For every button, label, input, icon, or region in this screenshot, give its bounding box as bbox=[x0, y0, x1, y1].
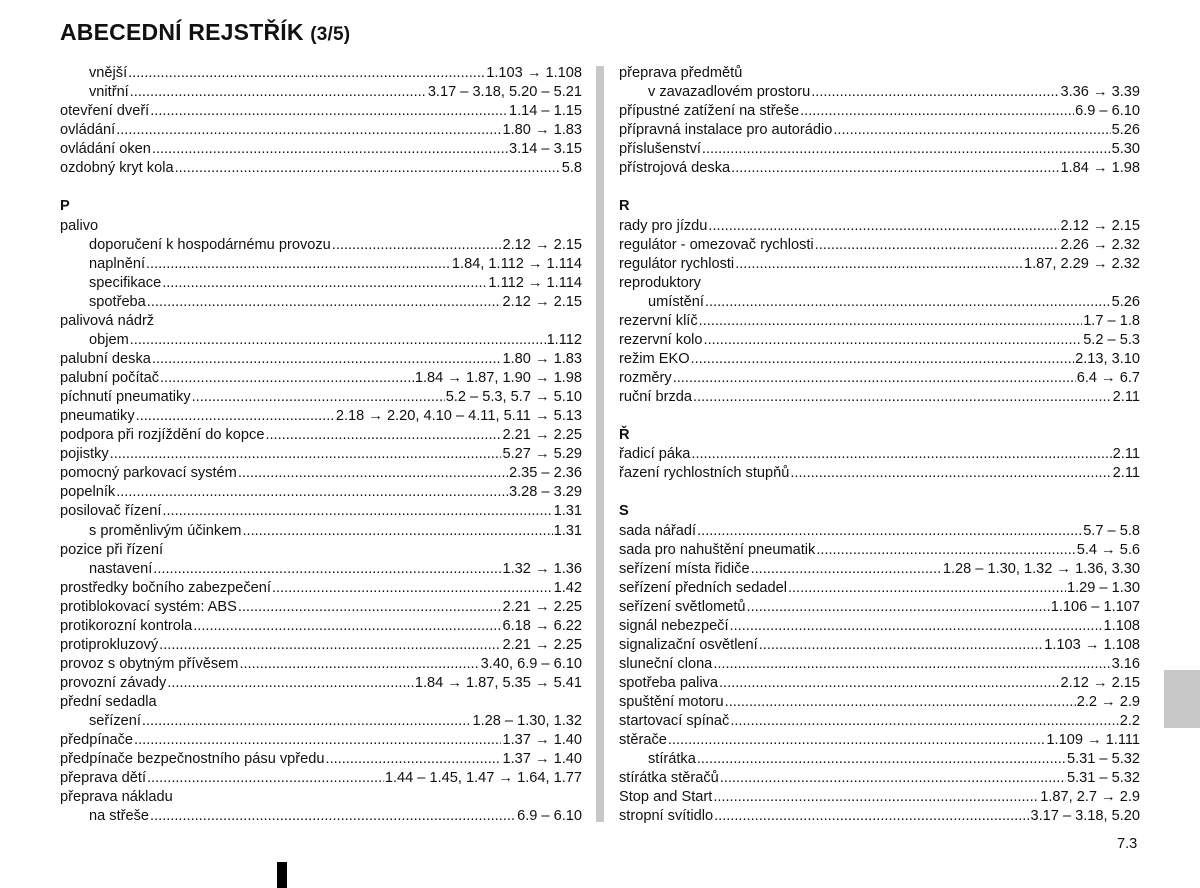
leader-dots bbox=[238, 464, 508, 483]
entry-label: píchnutí pneumatiky bbox=[60, 389, 191, 406]
entry-pages: 6.4 → 6.7 bbox=[1076, 370, 1140, 386]
section-gap bbox=[619, 483, 1140, 502]
index-column-right bbox=[619, 64, 1140, 827]
entry-pages: 1.108 bbox=[1103, 617, 1140, 634]
entry-pages: 2.18 → 2.20, 4.10 – 4.11, 5.11 → 5.13 bbox=[335, 408, 582, 425]
index-entry bbox=[60, 483, 582, 502]
index-entry bbox=[60, 769, 582, 788]
entry-label: palubní počítač bbox=[60, 370, 159, 386]
index-entry bbox=[619, 159, 1140, 178]
leader-dots bbox=[116, 483, 508, 502]
entry-label: předpínače bbox=[60, 732, 134, 749]
index-entry bbox=[619, 350, 1140, 369]
entry-pages: 1.31 bbox=[553, 503, 582, 520]
entry-label: provoz s obytným přívěsem bbox=[60, 655, 239, 672]
entry-pages: 3.16 bbox=[1111, 655, 1140, 672]
index-entry bbox=[60, 655, 582, 674]
entry-label: řadicí páka bbox=[619, 446, 691, 463]
leader-dots bbox=[152, 140, 508, 159]
page-number: 7.3 bbox=[1117, 836, 1138, 852]
index-subentry bbox=[619, 293, 1140, 312]
entry-pages: 1.84 → 1.98 bbox=[1060, 160, 1140, 177]
entry-label: otevření dveří bbox=[60, 103, 150, 120]
leader-dots bbox=[162, 274, 487, 293]
entry-pages: 2.21 → 2.25 bbox=[502, 427, 582, 444]
entry-label: palivo bbox=[60, 217, 99, 234]
entry-label: předpínače bezpečnostního pásu vpředu bbox=[60, 751, 325, 768]
index-subentry bbox=[619, 750, 1140, 769]
leader-dots bbox=[800, 102, 1074, 121]
entry-pages: 5.31 – 5.32 bbox=[1066, 751, 1140, 768]
entry-label: seřízení předních sedadel bbox=[619, 579, 787, 596]
entry-label: startovací spínač bbox=[619, 713, 730, 730]
entry-pages: 1.42 bbox=[553, 579, 582, 596]
index-entry bbox=[60, 788, 582, 807]
index-entry bbox=[60, 407, 582, 426]
entry-pages: 2.12 → 2.15 bbox=[1060, 217, 1140, 234]
entry-label: přeprava nákladu bbox=[60, 789, 173, 806]
entry-label: pozice při řízení bbox=[60, 541, 164, 558]
entry-pages: 2.12 → 2.15 bbox=[1060, 675, 1140, 691]
entry-pages: 1.7 – 1.8 bbox=[1083, 312, 1140, 329]
index-entry bbox=[60, 159, 582, 178]
entry-label: umístění bbox=[648, 293, 704, 310]
index-entry bbox=[60, 579, 582, 598]
entry-label: vnitřní bbox=[89, 84, 129, 101]
index-entry bbox=[60, 674, 582, 693]
entry-pages: 5.26 bbox=[1111, 293, 1140, 310]
entry-pages: 1.87, 2.7 → 2.9 bbox=[1040, 789, 1140, 806]
index-entry bbox=[619, 674, 1140, 693]
index-entry bbox=[619, 274, 1140, 293]
leader-dots bbox=[152, 350, 502, 369]
index-entry bbox=[60, 217, 582, 236]
entry-pages: 3.40, 6.9 – 6.10 bbox=[480, 655, 582, 672]
leader-dots bbox=[705, 293, 1111, 312]
entry-pages: 1.109 → 1.111 bbox=[1046, 732, 1140, 749]
leader-dots bbox=[815, 236, 1060, 255]
index-entry bbox=[619, 522, 1140, 541]
entry-pages: 1.37 → 1.40 bbox=[502, 751, 582, 768]
index-subentry bbox=[60, 807, 582, 826]
index-entry bbox=[619, 312, 1140, 331]
entry-label: rozměry bbox=[619, 370, 672, 386]
leader-dots bbox=[332, 236, 502, 255]
index-entry bbox=[60, 502, 582, 521]
leader-dots bbox=[193, 617, 501, 636]
index-entry bbox=[619, 64, 1140, 83]
entry-label: doporučení k hospodárnému provozu bbox=[89, 236, 331, 253]
index-subentry bbox=[60, 236, 582, 255]
entry-pages: 2.2 bbox=[1119, 713, 1140, 730]
entry-label: spotřeba paliva bbox=[619, 675, 718, 691]
index-entry bbox=[619, 369, 1140, 388]
index-entry bbox=[619, 140, 1140, 159]
leader-dots bbox=[735, 255, 1023, 274]
entry-label: nastavení bbox=[89, 560, 153, 577]
section-gap bbox=[60, 178, 582, 197]
index-entry bbox=[619, 388, 1140, 407]
index-subentry bbox=[60, 331, 582, 350]
index-entry bbox=[60, 464, 582, 483]
leader-dots bbox=[708, 217, 1059, 236]
entry-label: reproduktory bbox=[619, 274, 701, 291]
entry-pages: 5.7 – 5.8 bbox=[1083, 522, 1140, 539]
entry-label: protiprokluzový bbox=[60, 636, 159, 653]
entry-pages: 1.80 → 1.83 bbox=[502, 350, 582, 367]
entry-label: signalizační osvětlení bbox=[619, 636, 758, 653]
index-entry bbox=[60, 617, 582, 636]
entry-label: spotřeba bbox=[89, 293, 146, 310]
entry-pages: 1.37 → 1.40 bbox=[502, 732, 582, 749]
leader-dots bbox=[160, 369, 414, 388]
entry-pages: 5.2 – 5.3 bbox=[1083, 331, 1140, 348]
index-entry bbox=[619, 731, 1140, 750]
entry-label: přeprava předmětů bbox=[619, 65, 743, 81]
entry-pages: 1.84 → 1.87, 5.35 → 5.41 bbox=[414, 675, 582, 691]
entry-label: seřízení bbox=[89, 713, 141, 730]
index-entry bbox=[619, 541, 1140, 560]
leader-dots bbox=[326, 750, 502, 769]
leader-dots bbox=[130, 331, 546, 350]
entry-label: stírátka stěračů bbox=[619, 770, 719, 787]
section-gap bbox=[619, 178, 1140, 197]
leader-dots bbox=[673, 369, 1076, 388]
entry-pages: 6.9 – 6.10 bbox=[1075, 103, 1140, 120]
entry-pages: 1.103 → 1.108 bbox=[1044, 636, 1140, 653]
entry-label: seřízení místa řidiče bbox=[619, 560, 750, 577]
entry-label: přední sedadla bbox=[60, 694, 157, 711]
index-entry bbox=[619, 331, 1140, 350]
leader-dots bbox=[719, 674, 1060, 693]
index-subentry bbox=[60, 293, 582, 312]
entry-pages: 2.35 – 2.36 bbox=[508, 465, 582, 482]
entry-label: ruční brzda bbox=[619, 389, 693, 406]
entry-pages: 5.2 – 5.3, 5.7 → 5.10 bbox=[445, 389, 582, 406]
entry-pages: 1.28 – 1.30, 1.32 bbox=[472, 713, 582, 730]
index-entry bbox=[619, 255, 1140, 274]
leader-dots bbox=[142, 712, 472, 731]
entry-pages: 5.8 bbox=[561, 160, 582, 177]
index-subentry bbox=[60, 560, 582, 579]
index-entry bbox=[60, 731, 582, 750]
column-divider bbox=[596, 66, 604, 822]
index-entry bbox=[619, 579, 1140, 598]
entry-pages: 2.11 bbox=[1112, 465, 1140, 482]
index-entry bbox=[619, 655, 1140, 674]
entry-pages: 2.2 → 2.9 bbox=[1076, 694, 1140, 711]
leader-dots bbox=[714, 807, 1029, 826]
index-entry bbox=[60, 541, 582, 560]
entry-label: pomocný parkovací systém bbox=[60, 465, 237, 482]
entry-label: regulátor rychlosti bbox=[619, 255, 735, 272]
index-entry bbox=[619, 769, 1140, 788]
entry-pages: 1.84 → 1.87, 1.90 → 1.98 bbox=[414, 370, 582, 386]
entry-label: protiblokovací systém: ABS bbox=[60, 598, 237, 615]
entry-label: provozní závady bbox=[60, 675, 167, 691]
index-subentry bbox=[60, 255, 582, 274]
title-part: (3/5) bbox=[310, 24, 351, 45]
entry-label: vnější bbox=[89, 65, 128, 81]
entry-label: posilovač řízení bbox=[60, 503, 162, 520]
leader-dots bbox=[162, 502, 552, 521]
leader-dots bbox=[699, 312, 1083, 331]
index-subentry bbox=[60, 274, 582, 293]
entry-pages: 2.13, 3.10 bbox=[1075, 350, 1140, 367]
entry-label: rady pro jízdu bbox=[619, 217, 708, 234]
leader-dots bbox=[110, 445, 502, 464]
index-subentry bbox=[619, 83, 1140, 102]
entry-pages: 1.31 bbox=[553, 522, 582, 539]
leader-dots bbox=[116, 121, 501, 140]
index-entry bbox=[60, 350, 582, 369]
index-subentry bbox=[60, 83, 582, 102]
index-subentry bbox=[60, 712, 582, 731]
entry-label: pneumatiky bbox=[60, 408, 135, 425]
index-entry bbox=[619, 217, 1140, 236]
index-entry bbox=[619, 121, 1140, 140]
leader-dots bbox=[759, 636, 1044, 655]
leader-dots bbox=[730, 617, 1103, 636]
entry-pages: 3.28 – 3.29 bbox=[508, 484, 582, 501]
leader-dots bbox=[790, 464, 1111, 483]
leader-dots bbox=[693, 388, 1112, 407]
leader-dots bbox=[691, 445, 1111, 464]
entry-label: přípustné zatížení na střeše bbox=[619, 103, 800, 120]
index-entry bbox=[619, 788, 1140, 807]
leader-dots bbox=[720, 769, 1066, 788]
leader-dots bbox=[702, 140, 1111, 159]
index-entry bbox=[619, 693, 1140, 712]
entry-label: specifikace bbox=[89, 274, 162, 291]
entry-label: ovládání bbox=[60, 122, 116, 139]
entry-label: přípravná instalace pro autorádio bbox=[619, 122, 833, 139]
entry-label: rezervní klíč bbox=[619, 312, 698, 329]
print-mark bbox=[277, 862, 287, 888]
entry-pages: 3.17 – 3.18, 5.20 – 5.21 bbox=[427, 84, 582, 101]
leader-dots bbox=[713, 655, 1110, 674]
title-text: ABECEDNÍ REJSTŘÍK bbox=[60, 19, 304, 45]
leader-dots bbox=[128, 64, 485, 83]
entry-pages: 1.106 – 1.107 bbox=[1050, 598, 1140, 615]
entry-label: stírátka bbox=[648, 751, 696, 768]
index-entry bbox=[60, 598, 582, 617]
leader-dots bbox=[238, 598, 502, 617]
index-entry bbox=[60, 445, 582, 464]
entry-label: sluneční clona bbox=[619, 655, 713, 672]
entry-pages: 2.12 → 2.15 bbox=[502, 236, 582, 253]
index-entry bbox=[60, 121, 582, 140]
index-entry bbox=[60, 312, 582, 331]
entry-pages: 3.14 – 3.15 bbox=[508, 141, 582, 158]
leader-dots bbox=[272, 579, 553, 598]
entry-label: spuštění motoru bbox=[619, 694, 724, 711]
leader-dots bbox=[146, 255, 451, 274]
index-entry bbox=[60, 636, 582, 655]
entry-pages: 2.11 bbox=[1112, 389, 1140, 406]
entry-pages: 1.84, 1.112 → 1.114 bbox=[451, 255, 582, 272]
leader-dots bbox=[130, 83, 427, 102]
index-entry bbox=[60, 693, 582, 712]
entry-pages: 1.14 – 1.15 bbox=[508, 103, 582, 120]
index-entry bbox=[619, 102, 1140, 121]
leader-dots bbox=[167, 674, 414, 693]
leader-dots bbox=[747, 598, 1050, 617]
section-gap bbox=[619, 407, 1140, 426]
entry-pages: 5.27 → 5.29 bbox=[502, 446, 582, 463]
leader-dots bbox=[704, 331, 1083, 350]
entry-pages: 3.17 – 3.18, 5.20 bbox=[1030, 808, 1140, 825]
entry-label: Stop and Start bbox=[619, 789, 713, 806]
entry-pages: 1.80 → 1.83 bbox=[502, 122, 582, 139]
entry-pages: 2.21 → 2.25 bbox=[502, 598, 582, 615]
entry-pages: 1.28 – 1.30, 1.32 → 1.36, 3.30 bbox=[942, 560, 1140, 577]
entry-label: sada nářadí bbox=[619, 522, 697, 539]
index-entry bbox=[619, 712, 1140, 731]
entry-pages: 5.4 → 5.6 bbox=[1076, 541, 1140, 558]
leader-dots bbox=[136, 407, 335, 426]
entry-label: seřízení světlometů bbox=[619, 598, 746, 615]
entry-label: palubní deska bbox=[60, 350, 151, 367]
leader-dots bbox=[265, 426, 501, 445]
entry-pages: 5.31 – 5.32 bbox=[1066, 770, 1140, 787]
entry-pages: 1.44 – 1.45, 1.47 → 1.64, 1.77 bbox=[384, 770, 582, 787]
leader-dots bbox=[788, 579, 1066, 598]
section-letter: P bbox=[60, 198, 70, 215]
entry-pages: 2.11 bbox=[1112, 446, 1140, 463]
index-entry bbox=[60, 369, 582, 388]
entry-pages: 1.112 → 1.114 bbox=[488, 274, 582, 291]
entry-pages: 2.21 → 2.25 bbox=[502, 636, 582, 653]
index-entry bbox=[619, 598, 1140, 617]
entry-label: prostředky bočního zabezpečení bbox=[60, 579, 271, 596]
index-entry bbox=[619, 636, 1140, 655]
index-entry bbox=[60, 426, 582, 445]
leader-dots bbox=[668, 731, 1046, 750]
index-column-left bbox=[60, 64, 582, 827]
entry-label: přeprava dětí bbox=[60, 770, 146, 787]
entry-label: podpora při rozjíždění do kopce bbox=[60, 427, 265, 444]
index-entry bbox=[619, 445, 1140, 464]
entry-label: stěrače bbox=[619, 732, 667, 749]
entry-pages: 2.26 → 2.32 bbox=[1060, 236, 1140, 253]
entry-label: na střeše bbox=[89, 808, 150, 825]
entry-label: naplnění bbox=[89, 255, 145, 272]
leader-dots bbox=[833, 121, 1110, 140]
leader-dots bbox=[725, 693, 1076, 712]
index-entry bbox=[60, 750, 582, 769]
entry-label: stropní svítidlo bbox=[619, 808, 714, 825]
entry-label: regulátor - omezovač rychlosti bbox=[619, 236, 814, 253]
entry-label: signál nebezpečí bbox=[619, 617, 729, 634]
entry-pages: 2.12 → 2.15 bbox=[502, 293, 582, 310]
entry-pages: 1.112 bbox=[546, 331, 582, 348]
entry-pages: 1.32 → 1.36 bbox=[502, 560, 582, 577]
leader-dots bbox=[153, 560, 501, 579]
leader-dots bbox=[751, 560, 942, 579]
page-title bbox=[60, 19, 350, 46]
entry-label: řazení rychlostních stupňů bbox=[619, 465, 790, 482]
leader-dots bbox=[150, 807, 516, 826]
entry-label: režim EKO bbox=[619, 350, 690, 367]
entry-label: příslušenství bbox=[619, 141, 701, 158]
entry-pages: 5.26 bbox=[1111, 122, 1140, 139]
index-subentry bbox=[60, 64, 582, 83]
leader-dots bbox=[192, 388, 445, 407]
leader-dots bbox=[239, 655, 479, 674]
leader-dots bbox=[697, 522, 1082, 541]
entry-label: pojistky bbox=[60, 446, 109, 463]
index-entry bbox=[60, 102, 582, 121]
entry-label: palivová nádrž bbox=[60, 312, 155, 329]
entry-label: přístrojová deska bbox=[619, 160, 731, 177]
index-entry bbox=[619, 807, 1140, 826]
leader-dots bbox=[713, 788, 1039, 807]
leader-dots bbox=[147, 293, 502, 312]
entry-pages: 5.30 bbox=[1111, 141, 1140, 158]
index-entry bbox=[619, 464, 1140, 483]
chapter-tab bbox=[1164, 670, 1200, 728]
entry-pages: 1.103 → 1.108 bbox=[486, 65, 582, 81]
leader-dots bbox=[816, 541, 1075, 560]
leader-dots bbox=[242, 522, 552, 541]
entry-pages: 3.36 → 3.39 bbox=[1060, 84, 1140, 101]
leader-dots bbox=[175, 159, 561, 178]
leader-dots bbox=[134, 731, 501, 750]
entry-label: protikorozní kontrola bbox=[60, 617, 193, 634]
leader-dots bbox=[731, 159, 1059, 178]
index-entry bbox=[60, 388, 582, 407]
leader-dots bbox=[147, 769, 384, 788]
entry-label: v zavazadlovém prostoru bbox=[648, 84, 811, 101]
leader-dots bbox=[150, 102, 508, 121]
section-letter: R bbox=[619, 198, 630, 215]
leader-dots bbox=[159, 636, 501, 655]
leader-dots bbox=[730, 712, 1118, 731]
entry-pages: 1.29 – 1.30 bbox=[1066, 579, 1140, 596]
entry-label: sada pro nahuštění pneumatik bbox=[619, 541, 816, 558]
entry-pages: 6.9 – 6.10 bbox=[517, 808, 582, 825]
section-letter: S bbox=[619, 503, 629, 520]
index-subentry bbox=[60, 522, 582, 541]
entry-label: ovládání oken bbox=[60, 141, 151, 158]
index-entry bbox=[619, 236, 1140, 255]
entry-label: ozdobný kryt kola bbox=[60, 160, 174, 177]
entry-pages: 6.18 → 6.22 bbox=[502, 617, 582, 634]
index-entry bbox=[619, 560, 1140, 579]
entry-pages: 1.87, 2.29 → 2.32 bbox=[1023, 255, 1140, 272]
index-entry bbox=[619, 617, 1140, 636]
entry-label: s proměnlivým účinkem bbox=[89, 522, 242, 539]
leader-dots bbox=[697, 750, 1066, 769]
leader-dots bbox=[811, 83, 1059, 102]
section-letter: Ř bbox=[619, 427, 630, 444]
index-entry bbox=[60, 140, 582, 159]
entry-label: popelník bbox=[60, 484, 116, 501]
entry-label: objem bbox=[89, 331, 129, 348]
entry-label: rezervní kolo bbox=[619, 331, 703, 348]
leader-dots bbox=[691, 350, 1075, 369]
